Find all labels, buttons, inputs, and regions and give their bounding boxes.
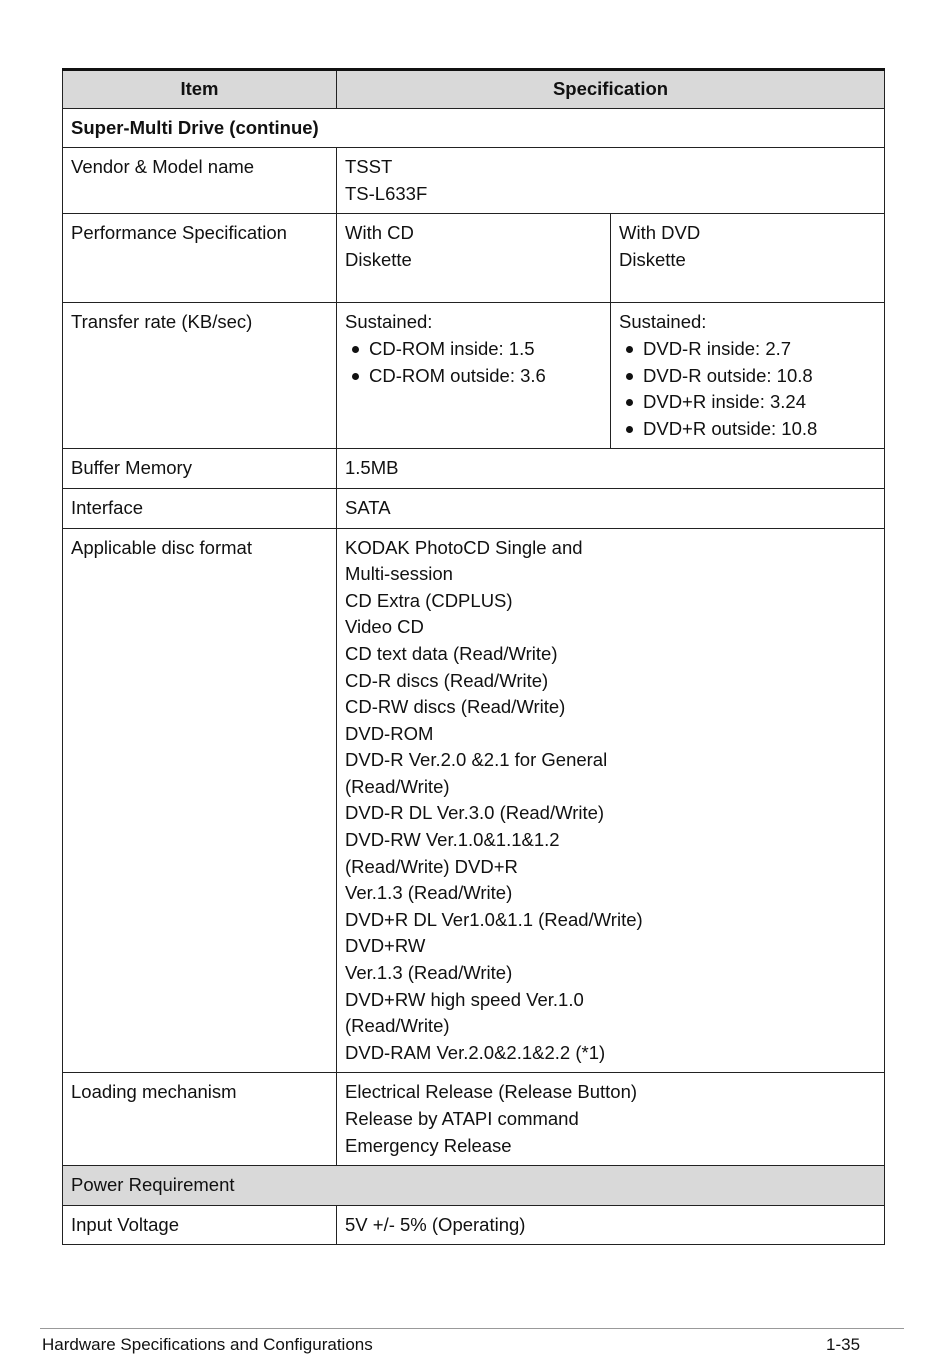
row-label: Interface	[63, 488, 337, 528]
disc-format-line: DVD+R DL Ver1.0&1.1 (Read/Write)	[345, 908, 643, 930]
section-row	[63, 1166, 885, 1206]
disc-format-line: DVD-RAM Ver.2.0&2.1&2.2 (*1)	[345, 1041, 606, 1063]
disc-format-line: CD Extra (CDPLUS)	[345, 589, 513, 611]
footer-divider	[40, 1328, 904, 1329]
disc-format-line: CD-R discs (Read/Write)	[345, 669, 549, 691]
list-item: DVD+R inside: 3.24	[619, 389, 876, 416]
disc-format-line: KODAK PhotoCD Single and	[345, 536, 583, 558]
disc-format-line: DVD+RW	[345, 935, 426, 957]
list-item: CD-ROM outside: 3.6	[345, 363, 602, 390]
footer-title: Hardware Specifications and Configurations	[42, 1335, 373, 1354]
row-label: Vendor & Model name	[63, 148, 337, 214]
disc-format-line: DVD-R Ver.2.0 &2.1 for General	[345, 749, 608, 771]
cell-line: Release by ATAPI command	[345, 1108, 579, 1129]
disc-format-line: Video CD	[345, 616, 424, 638]
list-item: CD-ROM inside: 1.5	[345, 336, 602, 363]
power-requirement-title: Power Requirement	[63, 1166, 885, 1206]
vendor-line: TSST	[345, 156, 393, 178]
header-row	[63, 70, 885, 109]
header-specification: Specification	[337, 70, 885, 109]
table-row	[63, 303, 885, 449]
header-item: Item	[63, 70, 337, 109]
table-row	[63, 1073, 885, 1166]
table-row	[63, 528, 885, 1073]
table-row	[63, 1205, 885, 1245]
section-row	[63, 108, 885, 148]
table-row	[63, 488, 885, 528]
list-item: DVD+R outside: 10.8	[619, 416, 876, 443]
disc-format-line: Ver.1.3 (Read/Write)	[345, 962, 513, 984]
disc-format-line: DVD-ROM	[345, 722, 434, 744]
row-label: Applicable disc format	[63, 528, 337, 1073]
row-label: Input Voltage	[63, 1205, 337, 1245]
cell-line: With DVD	[619, 222, 701, 244]
disc-format-line: Ver.1.3 (Read/Write)	[345, 882, 513, 904]
cell-line: Diskette	[619, 248, 686, 270]
disc-format-value	[337, 528, 885, 1073]
disc-format-line: (Read/Write) DVD+R	[345, 855, 518, 877]
vendor-value	[337, 148, 885, 214]
transfer-cd	[337, 303, 611, 449]
table-row	[63, 214, 885, 303]
cell-heading: Sustained:	[619, 311, 707, 333]
disc-format-line: DVD-RW Ver.1.0&1.1&1.2	[345, 829, 560, 851]
cell-line: With CD	[345, 222, 414, 244]
disc-format-line: (Read/Write)	[345, 775, 450, 797]
table-row	[63, 449, 885, 489]
disc-format-line: DVD+RW high speed Ver.1.0	[345, 988, 584, 1010]
buffer-value: 1.5MB	[337, 449, 885, 489]
performance-cd	[337, 214, 611, 303]
model-line: TS-L633F	[345, 182, 428, 204]
loading-value	[337, 1073, 885, 1166]
disc-format-line: DVD-R DL Ver.3.0 (Read/Write)	[345, 802, 605, 824]
transfer-dvd	[611, 303, 885, 449]
list-item: DVD-R inside: 2.7	[619, 336, 876, 363]
disc-format-line: (Read/Write)	[345, 1015, 450, 1037]
row-label: Buffer Memory	[63, 449, 337, 489]
page-number: 1-35	[826, 1335, 861, 1354]
row-label: Loading mechanism	[63, 1073, 337, 1166]
interface-value: SATA	[337, 488, 885, 528]
performance-dvd	[611, 214, 885, 303]
cell-line: Diskette	[345, 248, 412, 270]
table-row	[63, 148, 885, 214]
disc-format-line: Multi-session	[345, 563, 453, 585]
cell-line: Electrical Release (Release Button)	[345, 1081, 638, 1103]
spec-table	[62, 68, 885, 1245]
bullet-list	[619, 336, 876, 442]
row-label: Performance Specification	[63, 214, 337, 303]
row-label: Transfer rate (KB/sec)	[63, 303, 337, 449]
bullet-list	[345, 336, 602, 389]
cell-line: Emergency Release	[345, 1134, 512, 1156]
list-item: DVD-R outside: 10.8	[619, 363, 876, 390]
disc-format-line: CD-RW discs (Read/Write)	[345, 696, 566, 718]
input-voltage-value: 5V +/- 5% (Operating)	[337, 1205, 885, 1245]
disc-format-line: CD text data (Read/Write)	[345, 642, 558, 664]
cell-heading: Sustained:	[345, 311, 433, 333]
section-title: Super-Multi Drive (continue)	[63, 108, 885, 148]
